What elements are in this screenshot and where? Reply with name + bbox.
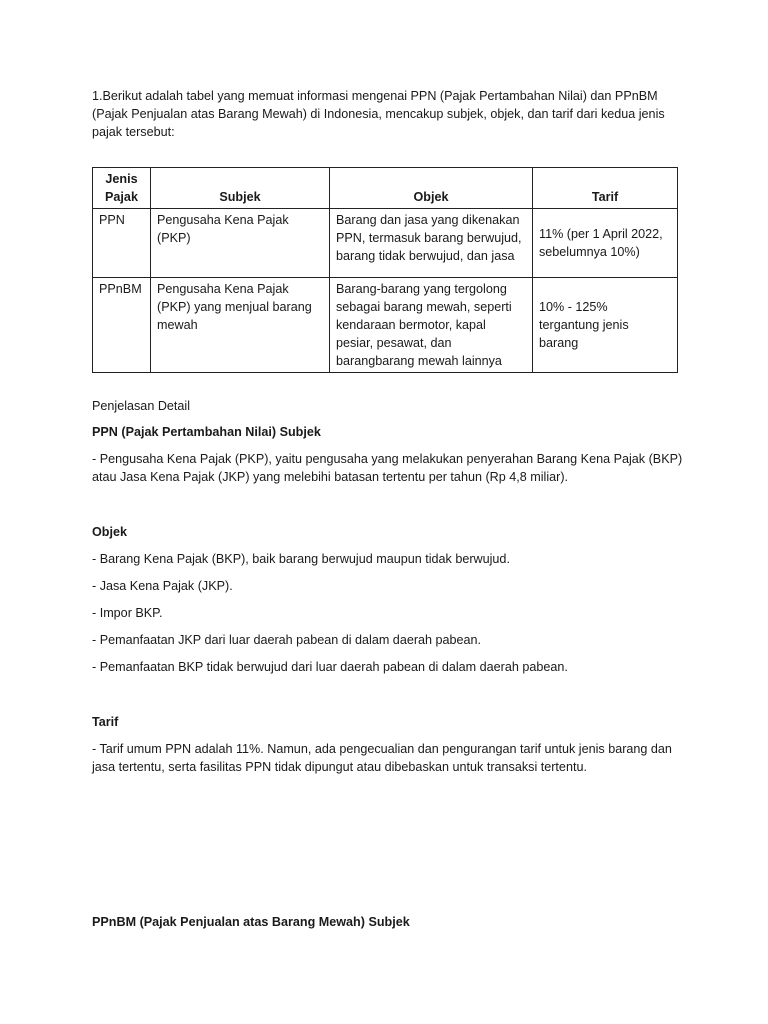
- cell-tarif: 11% (per 1 April 2022, sebelumnya 10%): [533, 209, 678, 278]
- tax-table: [92, 167, 678, 373]
- detail-heading: Penjelasan Detail: [92, 399, 191, 413]
- list-item: - Barang Kena Pajak (BKP), baik barang berwujud maupun tidak berwujud.: [92, 552, 510, 566]
- objek-heading: Objek: [92, 525, 127, 539]
- table-row: [93, 278, 678, 373]
- cell-jenis: PPnBM: [93, 278, 151, 373]
- ppn-subjek-text: - Pengusaha Kena Pajak (PKP), yaitu pengusaha yang melakukan penyerahan Barang Kena Pajak (BKP) atau Jasa Kena Pajak (JKP) yang melebihi batasan tertentu per tahun (Rp 4,8 miliar).: [92, 452, 683, 484]
- list-item: - Impor BKP.: [92, 606, 163, 620]
- header-subjek: Subjek: [151, 168, 330, 209]
- ppn-subjek-heading: PPN (Pajak Pertambahan Nilai) Subjek: [92, 425, 321, 439]
- ppnbm-subjek-heading: PPnBM (Pajak Penjualan atas Barang Mewah) Subjek: [92, 915, 410, 929]
- header-objek: Objek: [330, 168, 533, 209]
- header-jenis-pajak: Jenis Pajak: [93, 168, 151, 209]
- table-row: [93, 209, 678, 278]
- tarif-text: - Tarif umum PPN adalah 11%. Namun, ada pengecualian dan pengurangan tarif untuk jenis barang dan jasa tertentu, serta fasilitas PPN tidak dipungut atau dibebaskan untuk transaksi tertentu.: [92, 742, 672, 774]
- cell-objek: Barang-barang yang tergolong sebagai barang mewah, seperti kendaraan bermotor, kapal pesiar, pesawat, dan barangbarang mewah lainnya: [330, 278, 533, 373]
- tarif-heading: Tarif: [92, 715, 119, 729]
- table-header-row: [93, 168, 678, 209]
- cell-subjek: Pengusaha Kena Pajak (PKP): [151, 209, 330, 278]
- cell-tarif: 10% - 125% tergantung jenis barang: [533, 278, 678, 373]
- header-tarif: Tarif: [533, 168, 678, 209]
- cell-objek: Barang dan jasa yang dikenakan PPN, termasuk barang berwujud, barang tidak berwujud, dan jasa: [330, 209, 533, 278]
- list-item: - Jasa Kena Pajak (JKP).: [92, 579, 233, 593]
- cell-jenis: PPN: [93, 209, 151, 278]
- list-item: - Pemanfaatan JKP dari luar daerah pabean di dalam daerah pabean.: [92, 633, 482, 647]
- cell-subjek: Pengusaha Kena Pajak (PKP) yang menjual barang mewah: [151, 278, 330, 373]
- intro-paragraph: 1.Berikut adalah tabel yang memuat informasi mengenai PPN (Pajak Pertambahan Nilai) dan PPnBM (Pajak Penjualan atas Barang Mewah) di Indonesia, mencakup subjek, objek, dan tarif dari kedua jenis pajak tersebut:: [92, 89, 665, 139]
- list-item: - Pemanfaatan BKP tidak berwujud dari luar daerah pabean di dalam daerah pabean.: [92, 660, 568, 674]
